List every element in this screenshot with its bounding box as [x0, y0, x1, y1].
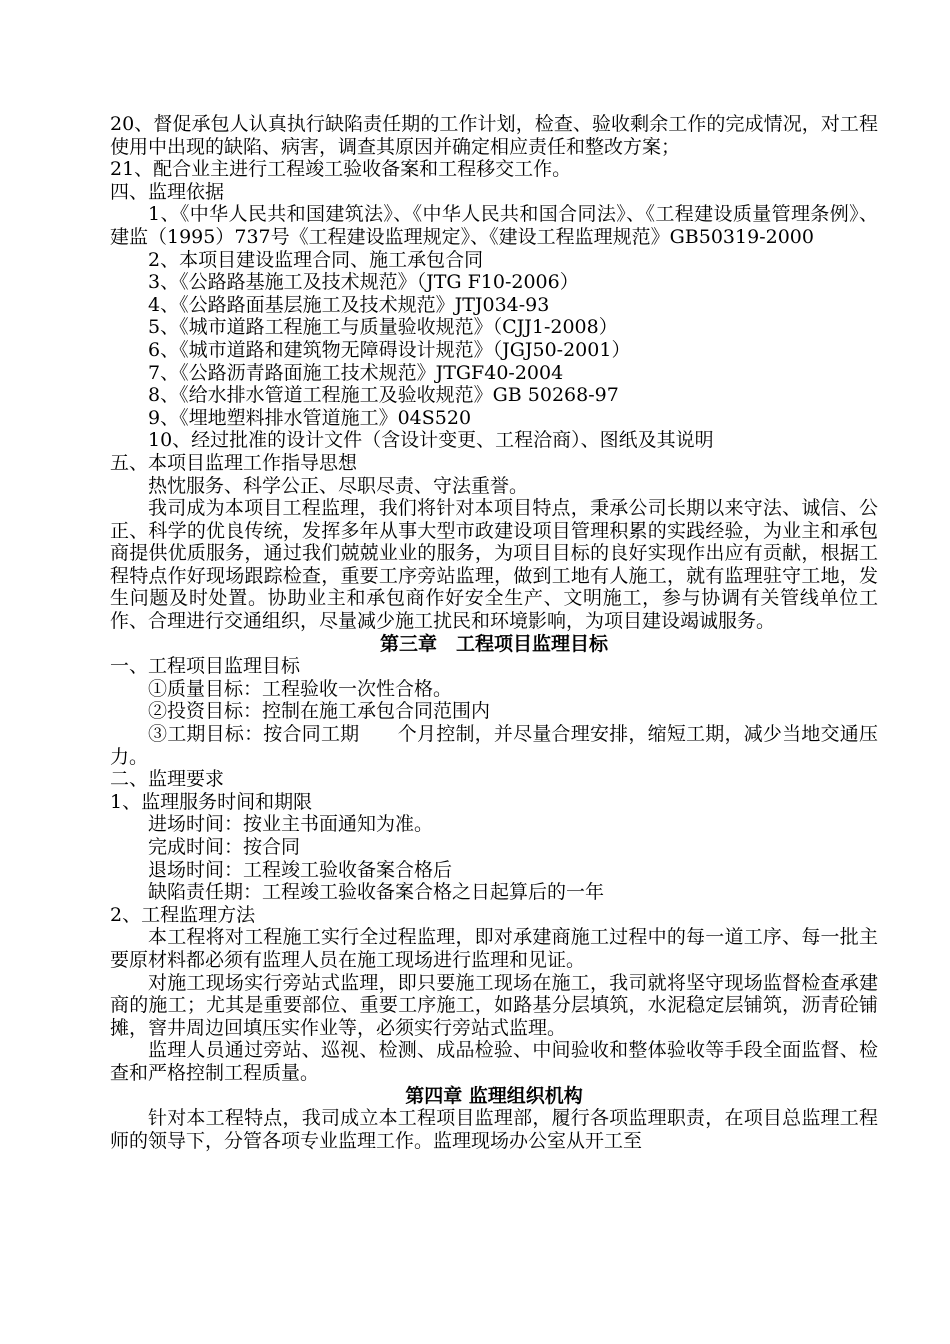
paragraph: 四、监理依据: [110, 180, 225, 203]
paragraph: 针对本工程特点，我司成立本工程项目监理部，履行各项监理职责，在项目总监理工程师的领导下，分管各项专业监理工作。监理现场办公室从开工至: [110, 1107, 878, 1152]
paragraph: 4、《公路路面基层施工及技术规范》JTJ034-93: [148, 293, 550, 316]
paragraph: 6、《城市道路和建筑物无障碍设计规范》（JGJ50-2001）: [148, 338, 631, 361]
paragraph: 9、《埋地塑料排水管道施工》04S520: [148, 406, 472, 429]
paragraph: 进场时间：按业主书面通知为准。: [148, 813, 434, 836]
paragraph: 监理人员通过旁站、巡视、检测、成品检验、中间验收和整体验收等手段全面监督、检查和严格控制工程质量。: [110, 1039, 878, 1084]
paragraph: 完成时间：按合同: [148, 836, 301, 858]
paragraph: 3、《公路路基施工及技术规范》（JTG F10-2006）: [148, 271, 579, 294]
paragraph: 2、工程监理方法: [110, 903, 256, 926]
paragraph: 10、经过批准的设计文件（含设计变更、工程洽商）、图纸及其说明: [148, 429, 714, 452]
paragraph: 7、《公路沥青路面施工技术规范》JTGF40-2004: [148, 361, 564, 384]
paragraph: 对施工现场实行旁站式监理，即只要施工现场在施工，我司就将坚守现场监督检查承建商的施工；尤其是重要部位、重要工序施工，如路基分层填筑，水泥稳定层铺筑，沥青砼铺摊，窨井周边回填压实作业等，必须实行旁站式监理。: [110, 971, 878, 1039]
paragraph: 1、监理服务时间和期限: [110, 790, 313, 813]
paragraph: 一、工程项目监理目标: [110, 655, 301, 678]
paragraph: ①质量目标：工程验收一次性合格。: [148, 677, 453, 700]
paragraph: 1、《中华人民共和国建筑法》、《中华人民共和国合同法》、《工程建设质量管理条例》、建监（1995）737号《工程建设监理规定》、《建设工程监理规范》GB50319-2000: [110, 203, 878, 248]
paragraph: 热忱服务、科学公正、尽职尽责、守法重誉。: [148, 474, 529, 497]
paragraph: 五、本项目监理工作指导思想: [110, 451, 358, 474]
document-page: [110, 113, 878, 1152]
paragraph: 8、《给水排水管道工程施工及验收规范》GB 50268-97: [148, 384, 619, 407]
paragraph: 20、督促承包人认真执行缺陷责任期的工作计划，检查、验收剩余工作的完成情况，对工程使用中出现的缺陷、病害，调查其原因并确定相应责任和整改方案；: [110, 113, 878, 158]
paragraph: 2、本项目建设监理合同、施工承包合同: [148, 248, 484, 271]
paragraph: ③工期目标：按合同工期 个月控制，并尽量合理安排，缩短工期，减少当地交通压力。: [110, 723, 878, 768]
paragraph: 二、监理要求: [110, 768, 225, 791]
paragraph: 21、配合业主进行工程竣工验收备案和工程移交工作。: [110, 158, 572, 181]
chapter-heading: 第四章 监理组织机构: [405, 1084, 583, 1107]
paragraph: ②投资目标：控制在施工承包合同范围内: [148, 700, 491, 723]
paragraph: 5、《城市道路工程施工与质量验收规范》（CJJ1-2008）: [148, 316, 618, 339]
paragraph: 退场时间：工程竣工验收备案合格后: [148, 858, 453, 881]
chapter-heading: 第三章 工程项目监理目标: [379, 632, 608, 655]
paragraph: 本工程将对工程施工实行全过程监理，即对承建商施工过程中的每一道工序、每一批主要原材料都必须有监理人员在施工现场进行监理和见证。: [110, 926, 878, 971]
paragraph: 缺陷责任期：工程竣工验收备案合格之日起算后的一年: [148, 881, 605, 904]
paragraph: 我司成为本项目工程监理，我们将针对本项目特点，秉承公司长期以来守法、诚信、公正、科学的优良传统，发挥多年从事大型市政建设项目管理积累的实践经验，为业主和承包商提供优质服务，通过我们兢兢业业的服务，为项目目标的良好实现作出应有贡献，根据工程特点作好现场跟踪检查，重要工序旁站监理，做到工地有人施工，就有监理驻守工地，发生问题及时处置。协助业主和承包商作好安全生产、文明施工，参与协调有关管线单位工作、合理进行交通组织，尽量减少施工扰民和环境影响，为项目建设竭诚服务。: [110, 497, 878, 633]
